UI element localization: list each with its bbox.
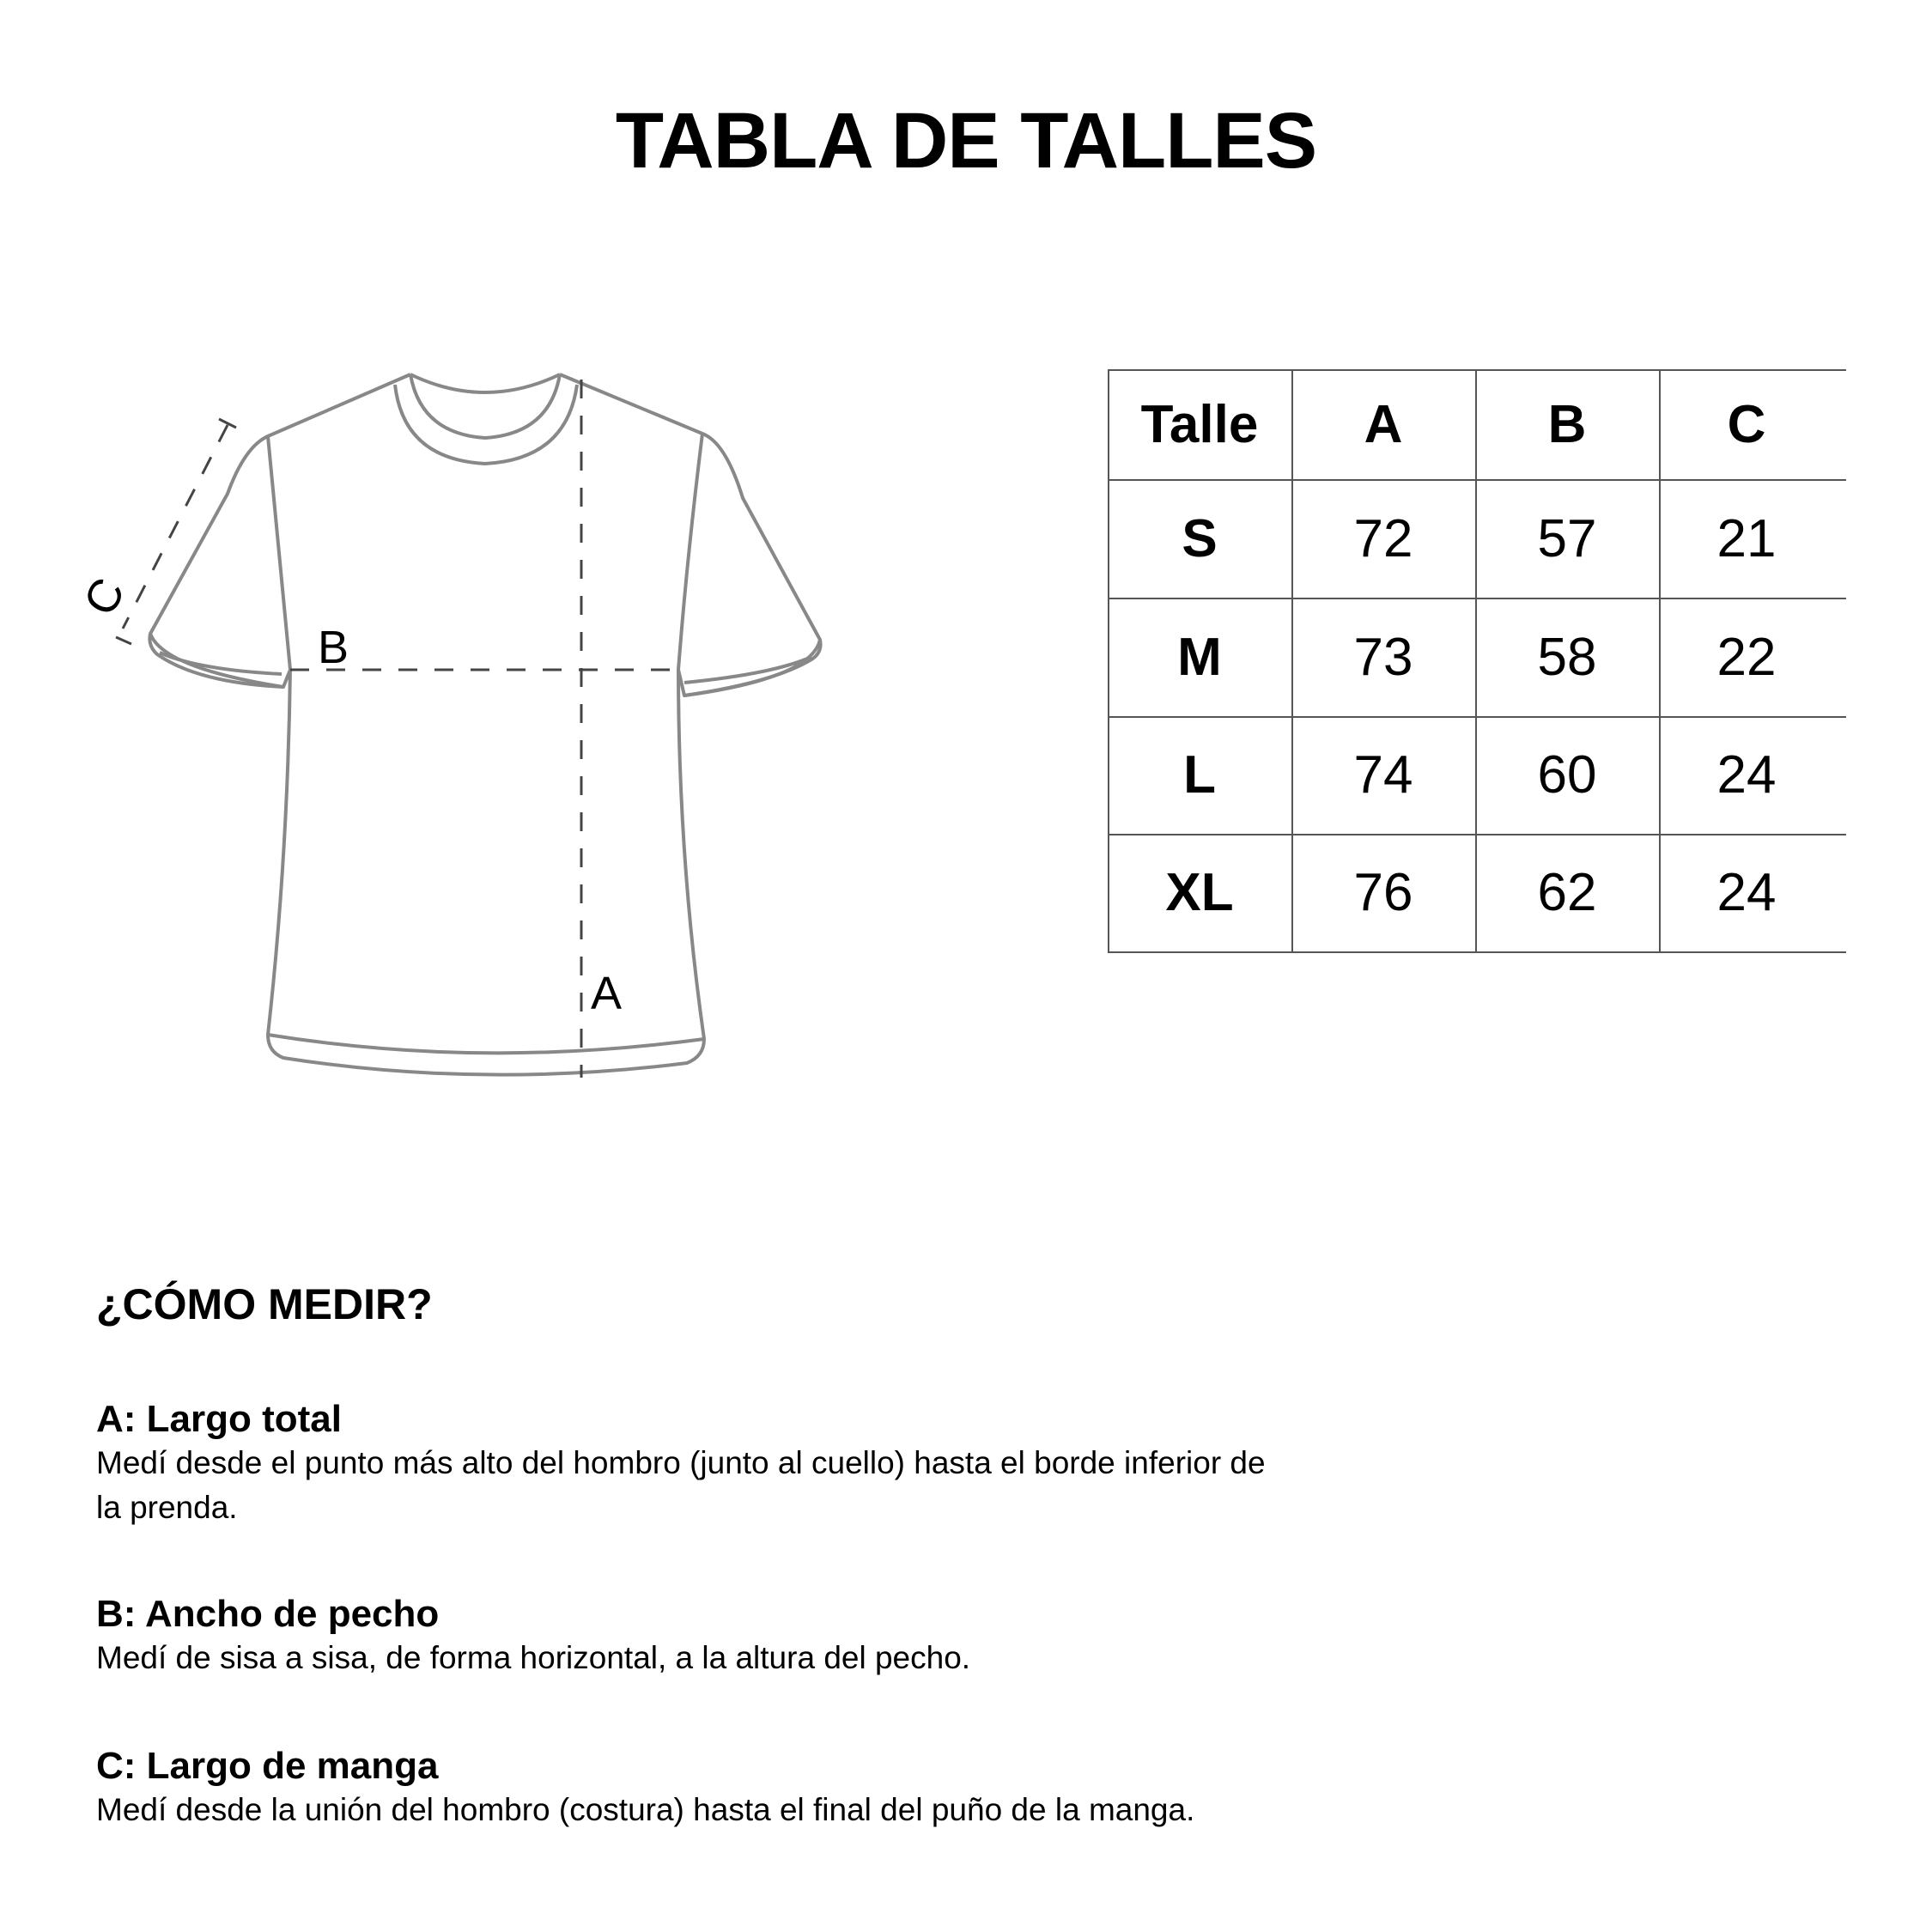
table-header: C (1727, 394, 1766, 454)
measure-c-desc: Medí desde la unión del hombro (costura) hasta el final del puño de la manga. (96, 1792, 1195, 1827)
table-cell-size: S (1182, 508, 1218, 568)
label-c: C (73, 569, 136, 624)
table-cell-size: M (1177, 627, 1222, 687)
table-cell: 57 (1537, 508, 1597, 568)
table-cell: 74 (1353, 745, 1413, 805)
measure-b-section (96, 1593, 1281, 1680)
measure-c-section (96, 1745, 1281, 1832)
table-cell: 24 (1716, 863, 1777, 922)
table-cell: 58 (1537, 627, 1597, 687)
table-rule (1108, 951, 1846, 953)
label-a: A (591, 968, 623, 1019)
howto-title: ¿CÓMO MEDIR? (96, 1280, 433, 1328)
measure-b-desc: Medí de sisa a sisa, de forma horizontal, a la altura del pecho. (96, 1640, 971, 1675)
table-cell: 21 (1716, 508, 1777, 568)
table-cell: 76 (1353, 863, 1413, 922)
table-header: B (1547, 394, 1587, 454)
table-cell: 62 (1537, 863, 1597, 922)
label-b: B (318, 622, 349, 673)
measure-c-ticks (116, 419, 236, 644)
table-cell: 24 (1716, 745, 1777, 805)
table-cell: 72 (1353, 508, 1413, 568)
measure-a-title: A: Largo total (96, 1398, 342, 1440)
measure-a-desc: Medí desde el punto más alto del hombro (junto al cuello) hasta el borde inferior de la prenda. (96, 1445, 1266, 1525)
measure-c-line (123, 425, 228, 629)
table-cell-size: L (1183, 745, 1216, 805)
size-table (1108, 369, 1846, 953)
tshirt-diagram (0, 0, 859, 1159)
measure-b-title: B: Ancho de pecho (96, 1593, 440, 1635)
table-cell: 22 (1716, 627, 1777, 687)
table-header: Talle (1140, 394, 1259, 454)
measure-c-title: C: Largo de manga (96, 1745, 439, 1787)
measure-a-section (96, 1398, 1281, 1530)
table-header: A (1364, 394, 1403, 454)
table-cell: 60 (1537, 745, 1597, 805)
table-cell-size: XL (1165, 863, 1234, 922)
page-title: TABLA DE TALLES (615, 97, 1317, 185)
table-cell: 73 (1353, 627, 1413, 687)
tshirt-outline (149, 374, 820, 1075)
